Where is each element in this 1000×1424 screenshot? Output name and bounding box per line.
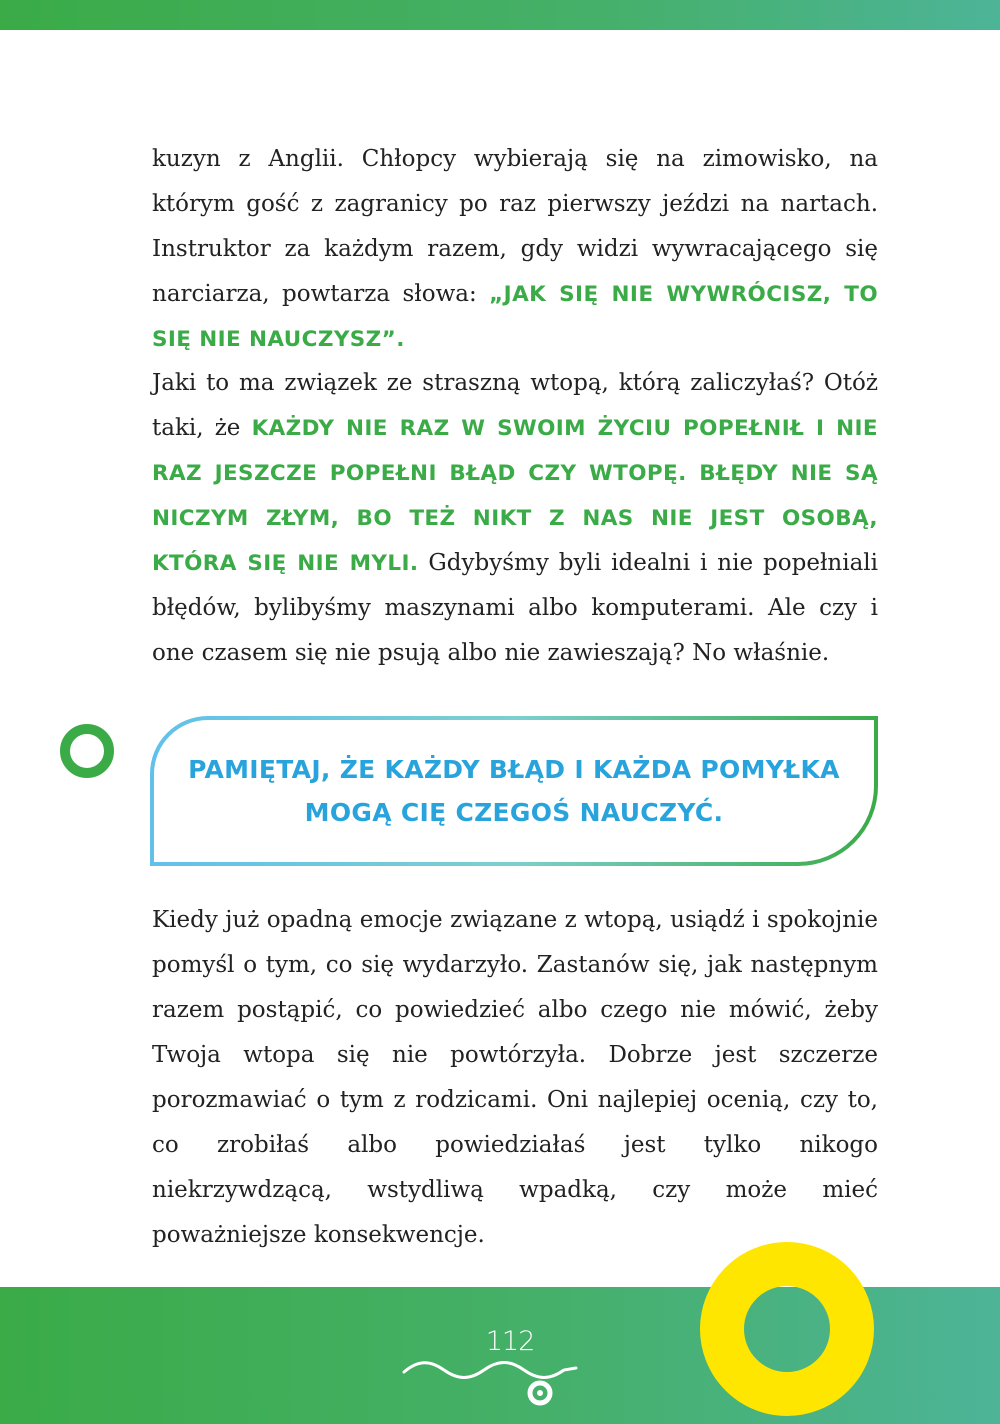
callout-box (150, 716, 878, 866)
paragraph-2 (152, 361, 878, 676)
paragraph-2-text-after: Gdybyśmy byli idealni i nie popełniali błędów, bylibyśmy maszynami albo komputerami. Ale czy i one czasem się nie psują albo nie zawieszają? No właśnie. (152, 550, 878, 666)
page-number: 112 (485, 1326, 535, 1357)
wave-ornament-icon (400, 1350, 580, 1410)
paragraph-2-highlight: KAŻDY NIE RAZ W SWOIM ŻYCIU POPEŁNIŁ I NIE RAZ JESZCZE POPEŁNI BŁĄD CZY WTOPĘ. BŁĘDY NIE SĄ NICZYM ZŁYM, BO TEŻ NIKT Z NAS NIE JEST OSOBĄ, KTÓRA SIĘ NIE MYLI. (152, 416, 878, 576)
paragraph-2-text-before: Jaki to ma związek ze straszną wtopą, którą zaliczyłaś? Otóż taki, że (152, 370, 878, 441)
callout-line-2: MOGĄ CIĘ CZEGOŚ NAUCZYĆ. (304, 798, 724, 827)
callout-inner (154, 720, 874, 862)
paragraph-1 (152, 137, 878, 362)
green-ring-decoration (60, 724, 114, 778)
paragraph-3 (152, 898, 878, 1258)
top-color-bar (0, 0, 1000, 30)
yellow-ring-decoration (700, 1242, 874, 1416)
paragraph-1-highlight: „JAK SIĘ NIE WYWRÓCISZ, TO SIĘ NIE NAUCZYSZ”. (152, 282, 878, 352)
paragraph-3-text: Kiedy już opadną emocje związane z wtopą, usiądź i spokojnie pomyśl o tym, co się wydarzyło. Zastanów się, jak następnym razem postąpić, co powiedzieć albo czego nie mówić, żeby Twoja wtopa się nie powtórzyła. Dobrze jest szczerze porozmawiać o tym z rodzicami. Oni najlepiej ocenią, czy to, co zrobiłaś albo powiedziałaś jest tylko nikogo niekrzywdzącą, wstydliwą wpadką, czy może mieć poważniejsze konsekwencje. (152, 907, 878, 1248)
paragraph-1-text: kuzyn z Anglii. Chłopcy wybierają się na zimowisko, na którym gość z zagranicy po raz pierwszy jeździ na nartach. Instruktor za każdym razem, gdy widzi wywracającego się narciarza, powtarza słowa: (152, 146, 878, 307)
callout-line-1: PAMIĘTAJ, ŻE KAŻDY BŁĄD I KAŻDA POMYŁKA (188, 755, 840, 784)
